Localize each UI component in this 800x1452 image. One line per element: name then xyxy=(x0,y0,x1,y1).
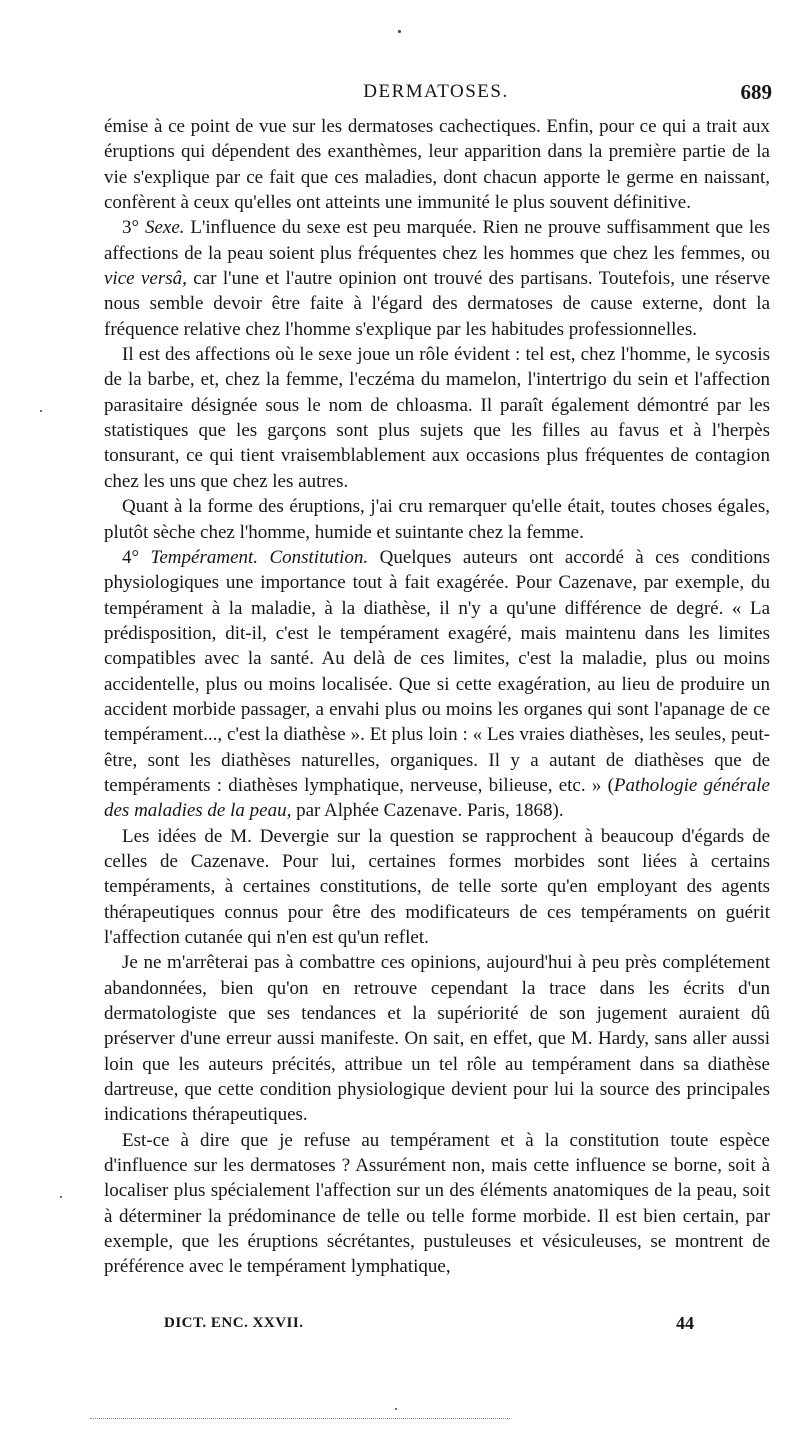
scan-speck xyxy=(398,30,401,33)
paragraph-text: Il est des affections où le sexe joue un rôle évident : tel est, chez l'homme, le sycosis de la barbe, et, chez la femme, l'eczéma du mamelon, l'intertrigo du sein et l'affection parasitaire désignée sous le nom de chloasma. Il paraît également démontré par les statistiques que les garçons sont plus sujets que les filles au favus et à l'herpès tonsurant, ce qui tient vraisemblablement aux occasions plus fréquentes de contagion chez les uns que chez les autres. xyxy=(104,344,770,492)
paragraph xyxy=(104,494,770,545)
paragraph-text: car l'une et l'autre opinion ont trouvé des partisans. Toutefois, une réserve nous semble devoir être faite à l'égard des dermatoses de cause externe, dont la fréquence relative chez l'homme s'explique par les habitudes professionnelles. xyxy=(104,268,771,340)
running-title: DERMATOSES. xyxy=(363,81,509,102)
scan-speck xyxy=(40,410,42,412)
page-footer xyxy=(164,1310,694,1336)
paragraph-text: L'influence du sexe est peu marquée. Rien ne prouve suffisamment que les affections de la peau soient plus fréquentes chez les hommes que chez les femmes, ou xyxy=(104,217,770,264)
section-heading: Sexe. xyxy=(144,217,185,239)
sheet-number: 44 xyxy=(676,1313,694,1333)
paragraph-text: par Alphée Cazenave. Paris, 1868). xyxy=(296,800,564,822)
paragraph xyxy=(104,114,770,215)
paragraph-text: Quelques auteurs ont accordé à ces conditions physiologiques une importance tout à fait exagérée. Pour Cazenave, par exemple, du tempérament à la maladie, à la diathèse, il n'y a qu'une différence de degré. « La prédisposition, dit-il, c'est le tempérament exagéré, mais maintenu dans les limites compatibles avec la santé. Au delà de ces limites, c'est la maladie, plus ou moins accidentelle, plus ou moins localisée. Que si cette exagération, au lieu de produire un accident morbide passager, a envahi plus ou moins les organes qui sont l'apanage de ce tempérament..., c'est la diathèse ». Et plus loin : « Les vraies diathèses, les seules, peut-être, sont les diathèses naturelles, organiques. Il y a autant de diathèses que de tempéraments : diathèses lymphatique, nerveuse, bilieuse, etc. » ( xyxy=(104,546,771,796)
paragraph xyxy=(104,1128,770,1280)
printer-signature: DICT. ENC. XXVII. xyxy=(164,1315,304,1331)
bottom-dotted-rule xyxy=(90,1418,510,1419)
scan-speck xyxy=(60,1196,62,1198)
section-number: 4° xyxy=(122,546,140,568)
section-number: 3° xyxy=(122,217,140,239)
paragraph xyxy=(104,824,770,951)
paragraph-text: Est-ce à dire que je refuse au tempérament et à la constitution toute espèce d'influence sur les dermatoses ? Assurément non, mais cette influence se borne, soit à localiser plus spécialement l'affection sur un des éléments anatomiques de la peau, soit à déterminer la prédominance de telle ou telle forme morbide. Il est bien certain, par exemple, que les éruptions sécrétantes, pustuleuses et vésiculeuses, se montrent de préférence avec le tempérament lymphatique, xyxy=(104,1129,770,1278)
paragraph-text: émise à ce point de vue sur les dermatoses cachectiques. Enfin, pour ce qui a trait aux éruptions qui dépendent des exanthèmes, leur apparition dans la première partie de la vie s'explique par ce fait que ces maladies, dont chacun apporte le germe en naissant, confèrent à ceux qu'elles ont atteints une immunité le plus souvent définitive. xyxy=(104,116,770,214)
section-heading: Tempérament. Constitution. xyxy=(150,546,369,568)
paragraph-text: Les idées de M. Devergie sur la question se rapprochent à beaucoup d'égards de celles de Cazenave. Pour lui, certaines formes morbides sont liées à certains tempéraments, à certaines constitutions, de telle sorte qu'en employant des agents thérapeutiques connus pour être des modificateurs de ces tempéraments on guérit l'affection cutanée qui n'en est qu'un reflet. xyxy=(104,825,770,948)
page-header xyxy=(100,78,772,106)
section-paragraph-sexe xyxy=(104,215,770,342)
italic-citation: Pathologie générale des maladies de la peau, xyxy=(104,774,770,822)
body-text xyxy=(104,114,770,1280)
paragraph xyxy=(104,342,770,494)
page-number: 689 xyxy=(740,80,772,104)
italic-phrase: vice versâ, xyxy=(104,268,187,290)
section-paragraph-temperament xyxy=(104,545,770,824)
paragraph-text: Je ne m'arrêterai pas à combattre ces opinions, aujourd'hui à peu près complétement abandonnées, bien qu'on en retrouve cependant la trace dans les écrits d'un dermatologiste que ses tendances et la supériorité de son jugement auraient dû préserver d'une erreur aussi manifeste. On sait, en effet, que M. Hardy, sans aller aussi loin que les auteurs précités, attribue un tel rôle au tempérament dans sa diathèse dartreuse, que cette condition physiologique devient pour lui la source des principales indications thérapeutiques. xyxy=(104,952,770,1126)
scan-speck xyxy=(395,1408,397,1410)
paragraph xyxy=(104,950,770,1127)
paragraph-text: Quant à la forme des éruptions, j'ai cru remarquer qu'elle était, toutes choses égales, plutôt sèche chez l'homme, humide et suintante chez la femme. xyxy=(104,496,770,543)
